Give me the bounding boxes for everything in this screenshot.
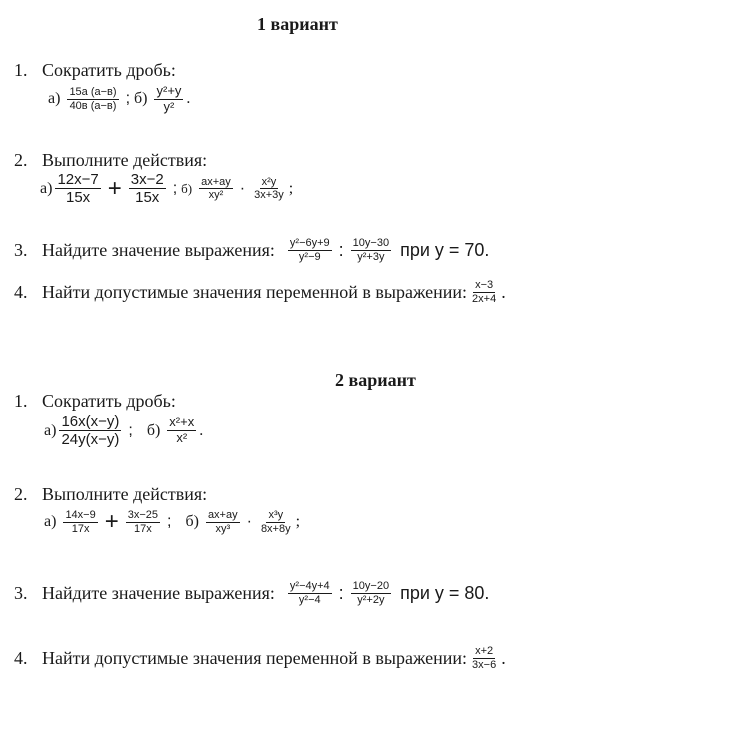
question-number: 1. [14, 60, 28, 80]
v1-q1-expressions [48, 84, 190, 115]
fraction [199, 176, 233, 202]
denominator: y²−9 [298, 250, 321, 263]
fraction [351, 237, 391, 263]
question-text: Найти допустимые значения переменной в выражении: [42, 281, 468, 302]
numerator: y²−6y+9 [289, 237, 330, 249]
question-number: 4. [14, 647, 28, 668]
part-b-label: б) [134, 90, 148, 108]
fraction [67, 86, 118, 112]
part-a-label: а) [44, 513, 57, 530]
denominator: y²+2y [357, 593, 385, 606]
fraction [288, 580, 332, 606]
question-text: Выполните действия: [42, 150, 208, 170]
fraction [206, 509, 240, 535]
denominator: xy³ [215, 522, 231, 535]
fraction [351, 580, 391, 606]
part-a-label: а) [48, 90, 61, 108]
fraction [63, 509, 97, 535]
multiply-operator: · [239, 179, 246, 197]
v2-question-2 [14, 484, 207, 505]
numerator: x−3 [475, 279, 494, 291]
end-punctuation: . [186, 90, 191, 108]
part-a-label: а) [40, 179, 53, 197]
question-number: 4. [14, 281, 28, 302]
separator: ; [172, 179, 178, 197]
numerator: x²y [261, 175, 277, 188]
end-punctuation: ; [295, 513, 301, 530]
plus-operator: + [107, 174, 122, 202]
numerator: 16x(x−y) [61, 413, 120, 430]
numerator: 3x−25 [127, 508, 159, 521]
numerator: 12x−7 [57, 171, 99, 188]
denominator: 3x−6 [472, 658, 497, 671]
end-punctuation: . [501, 281, 506, 302]
numerator: 10y−30 [352, 237, 390, 249]
numerator: 3x−2 [130, 171, 164, 188]
v2-q2-expressions [44, 508, 300, 536]
question-text: Найти допустимые значения переменной в выражении: [42, 647, 468, 668]
v1-question-2 [14, 150, 207, 171]
denominator: 15x [65, 189, 91, 207]
divide-operator: : [338, 239, 344, 260]
numerator: ax+ay [201, 175, 231, 188]
fraction [154, 84, 183, 115]
part-b-label: б) [146, 421, 161, 439]
numerator: ax+ay [207, 508, 238, 521]
separator: ; [125, 90, 131, 108]
numerator: 14x−9 [65, 508, 96, 521]
fraction [126, 509, 160, 535]
question-number: 3. [14, 582, 28, 603]
denominator: 17x [71, 522, 90, 535]
question-text: Найдите значение выражения: [42, 582, 275, 603]
v1-q2-expressions [40, 171, 293, 207]
v2-question-1 [14, 391, 176, 412]
v1-question-1 [14, 60, 176, 81]
denominator: y²+3y [357, 250, 385, 263]
fraction [252, 176, 286, 202]
separator: ; [128, 421, 133, 439]
denominator: xy² [208, 189, 224, 202]
question-text: Сократить дробь: [42, 60, 176, 80]
fraction [55, 171, 100, 207]
part-b-label: б) [185, 513, 199, 530]
question-number: 2. [14, 484, 28, 504]
denominator: y² [163, 98, 175, 114]
v2-question-4 [14, 645, 506, 671]
fraction [259, 509, 293, 535]
part-b-label: б) [181, 180, 193, 196]
variant-1-title: 1 вариант [257, 14, 338, 34]
denominator: 40в (а−в) [69, 99, 117, 112]
question-text: Найдите значение выражения: [42, 239, 275, 260]
v2-q1-expressions [44, 413, 203, 449]
numerator: x²+x [169, 414, 195, 430]
denominator: 8x+8y [260, 522, 291, 535]
divide-operator: : [338, 582, 344, 603]
end-punctuation: . [199, 421, 204, 439]
plus-operator: + [104, 508, 119, 535]
denominator: y²−4 [298, 593, 321, 606]
v1-question-3 [14, 237, 489, 263]
fraction [470, 279, 498, 305]
separator: ; [167, 513, 172, 530]
denominator: x² [176, 430, 188, 446]
end-punctuation: ; [288, 179, 294, 197]
question-number: 1. [14, 391, 28, 411]
numerator: 15а (а−в) [69, 86, 117, 99]
variant-2-title: 2 вариант [335, 370, 416, 390]
numerator: x+2 [475, 645, 494, 657]
end-punctuation: . [501, 647, 506, 668]
numerator: y²−4y+4 [289, 580, 330, 592]
fraction [470, 645, 498, 671]
v1-question-4 [14, 279, 506, 305]
denominator: 3x+3y [254, 189, 284, 202]
fraction [129, 171, 166, 207]
question-text: Сократить дробь: [42, 391, 176, 411]
numerator: x³y [268, 508, 284, 521]
fraction [288, 237, 332, 263]
numerator: y²+y [156, 83, 182, 98]
denominator: 24y(x−y) [61, 431, 120, 449]
question-number: 3. [14, 239, 28, 260]
denominator: 15x [135, 189, 160, 207]
question-text: Выполните действия: [42, 484, 208, 504]
fraction [59, 413, 121, 449]
denominator: 17x [134, 522, 152, 535]
part-a-label: а) [44, 421, 57, 439]
fraction [167, 415, 196, 446]
question-number: 2. [14, 150, 28, 170]
numerator: 10y−20 [352, 580, 390, 592]
condition-text: при y = 70. [400, 239, 490, 260]
multiply-operator: · [246, 513, 252, 530]
denominator: 2x+4 [472, 292, 497, 305]
v2-question-3 [14, 580, 489, 606]
condition-text: при y = 80. [400, 582, 490, 603]
